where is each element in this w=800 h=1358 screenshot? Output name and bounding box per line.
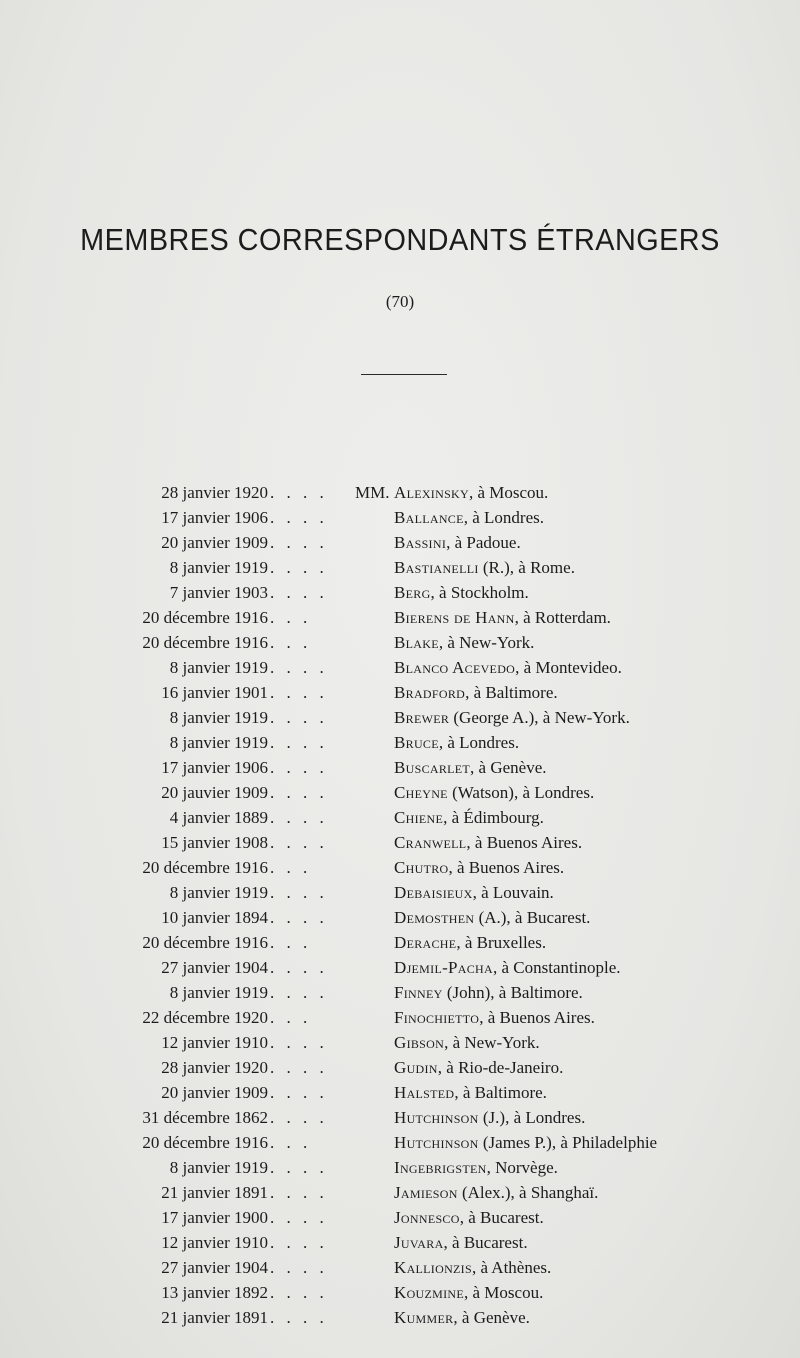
member-location: , à Buenos Aires.: [448, 858, 565, 877]
leader-dots: . . . .: [270, 1033, 328, 1052]
member-name: [394, 705, 630, 730]
entry-date: 8 janvier 1919: [169, 733, 268, 752]
member-name: [394, 1030, 540, 1055]
member-name: [394, 805, 544, 830]
entry-date: 4 janvier 1889: [169, 808, 268, 827]
member-surname: Kouzmine: [394, 1283, 465, 1302]
entry-date: 21 janvier 1891: [161, 1308, 268, 1327]
leader-dots: . . . .: [270, 1108, 328, 1127]
list-item: [0, 1180, 800, 1205]
entry-date: 21 janvier 1891: [161, 1183, 268, 1202]
leader-dots: . . . .: [270, 733, 328, 752]
entry-date: 8 janvier 1919: [169, 658, 268, 677]
list-item: [0, 1155, 800, 1180]
member-name: [394, 630, 534, 655]
member-location: , à Londres.: [438, 733, 520, 752]
member-name: [394, 880, 554, 905]
list-item: [0, 580, 800, 605]
entry-date: 8 janvier 1919: [169, 883, 268, 902]
entry-date: 28 janvier 1920: [161, 1058, 268, 1077]
entry-date: 20 décembre 1916: [142, 608, 268, 627]
member-name: [394, 1230, 528, 1255]
member-surname: Berg: [394, 583, 431, 602]
entry-date: 8 janvier 1919: [169, 983, 268, 1002]
leader-dots: . . .: [270, 933, 312, 952]
member-surname: Buscarlet: [394, 758, 471, 777]
list-item: [0, 1080, 800, 1105]
member-surname: Bassini: [394, 533, 447, 552]
list-item: [0, 505, 800, 530]
member-surname: Gudin: [394, 1058, 438, 1077]
member-name: [394, 1305, 530, 1330]
member-surname: Jamieson: [394, 1183, 458, 1202]
member-name: [394, 1055, 563, 1080]
list-item: [0, 855, 800, 880]
leader-dots: . . . .: [270, 883, 328, 902]
member-location: , à Bucarest.: [459, 1208, 544, 1227]
member-location: , Norvège.: [486, 1158, 558, 1177]
entry-date: 15 janvier 1908: [161, 833, 268, 852]
entry-date: 17 janvier 1906: [161, 508, 268, 527]
member-location: (John), à Baltimore.: [442, 983, 583, 1002]
entry-date: 20 décembre 1916: [142, 1133, 268, 1152]
member-location: , à Montevideo.: [515, 658, 622, 677]
list-item: [0, 1130, 800, 1155]
list-item: [0, 880, 800, 905]
member-location: , à Genève.: [470, 758, 547, 777]
member-name: [394, 780, 594, 805]
list-item: [0, 1305, 800, 1330]
entry-date: 20 décembre 1916: [142, 858, 268, 877]
list-item: [0, 1230, 800, 1255]
member-location: , à Genève.: [453, 1308, 530, 1327]
list-item: [0, 1255, 800, 1280]
member-name: [394, 1155, 558, 1180]
list-item: [0, 905, 800, 930]
list-item: [0, 1205, 800, 1230]
leader-dots: . . . .: [270, 983, 328, 1002]
entry-date: 20 jauvier 1909: [161, 783, 268, 802]
entry-date: 12 janvier 1910: [161, 1233, 268, 1252]
entry-date: 22 décembre 1920: [142, 1008, 268, 1027]
list-item: [0, 1030, 800, 1055]
member-location: , à Buenos Aires.: [479, 1008, 595, 1027]
member-name: [394, 730, 519, 755]
entry-date: 7 janvier 1903: [169, 583, 268, 602]
member-surname: Bradford: [394, 683, 466, 702]
member-name: [394, 955, 620, 980]
member-location: , à Rotterdam.: [514, 608, 611, 627]
entry-date: 20 janvier 1909: [161, 1083, 268, 1102]
member-name: [394, 930, 546, 955]
leader-dots: . . . .: [270, 533, 328, 552]
member-surname: Halsted: [394, 1083, 455, 1102]
member-name: [394, 855, 564, 880]
member-name: [394, 1105, 585, 1130]
leader-dots: . . .: [270, 608, 312, 627]
member-location: (J.), à Londres.: [478, 1108, 586, 1127]
member-location: (A.), à Bucarest.: [474, 908, 591, 927]
entry-date: 8 janvier 1919: [169, 1158, 268, 1177]
leader-dots: . . . .: [270, 483, 328, 502]
entry-date: 8 janvier 1919: [169, 558, 268, 577]
member-location: , à Athènes.: [471, 1258, 552, 1277]
member-location: , à Rio-de-Janeiro.: [437, 1058, 564, 1077]
member-location: , à Baltimore.: [465, 683, 558, 702]
leader-dots: . . . .: [270, 808, 328, 827]
list-item: [0, 705, 800, 730]
member-name: [394, 580, 529, 605]
member-surname: Demosthen: [394, 908, 475, 927]
list-item: [0, 480, 800, 505]
member-name: [394, 1180, 598, 1205]
member-surname: Chiene: [394, 808, 444, 827]
entry-date: 12 janvier 1910: [161, 1033, 268, 1052]
member-surname: Alexinsky: [394, 483, 469, 502]
list-item: [0, 830, 800, 855]
leader-dots: . . . .: [270, 958, 328, 977]
member-location: , à Louvain.: [472, 883, 554, 902]
list-item: [0, 755, 800, 780]
list-item: [0, 605, 800, 630]
member-name: [394, 755, 547, 780]
leader-dots: . . . .: [270, 583, 328, 602]
member-count: (70): [385, 292, 415, 311]
member-location: , à Constantinople.: [493, 958, 621, 977]
member-surname: Brewer: [394, 708, 450, 727]
entry-date: 28 janvier 1920: [161, 483, 268, 502]
list-item: [0, 1005, 800, 1030]
leader-dots: . . . .: [270, 833, 328, 852]
leader-dots: . . . .: [270, 1308, 328, 1327]
member-surname: Kallionzis: [394, 1258, 472, 1277]
leader-dots: . . . .: [270, 908, 328, 927]
member-surname: Ballance: [394, 508, 464, 527]
member-surname: Cheyne: [394, 783, 448, 802]
entry-date: 31 décembre 1862: [142, 1108, 268, 1127]
member-surname: Cranwell: [394, 833, 467, 852]
member-name: [394, 1130, 657, 1155]
entry-date: 27 janvier 1904: [161, 958, 268, 977]
leader-dots: . . . .: [270, 1258, 328, 1277]
page-title: MEMBRES CORRESPONDANTS ÉTRANGERS: [80, 222, 720, 257]
leader-dots: . . . .: [270, 1183, 328, 1202]
leader-dots: . . . .: [270, 683, 328, 702]
entry-date: 13 janvier 1892: [161, 1283, 268, 1302]
list-item: [0, 655, 800, 680]
member-name: [394, 1005, 595, 1030]
member-list: [0, 480, 800, 1330]
entry-date: 17 janvier 1900: [161, 1208, 268, 1227]
member-name: [394, 905, 590, 930]
member-location: , à Buenos Aires.: [466, 833, 583, 852]
leader-dots: . . .: [270, 1133, 312, 1152]
list-item: [0, 955, 800, 980]
member-location: , à Stockholm.: [430, 583, 529, 602]
member-name: [394, 530, 521, 555]
list-item: [0, 680, 800, 705]
leader-dots: . . . .: [270, 1283, 328, 1302]
leader-dots: . . .: [270, 1008, 312, 1027]
member-surname: Chutro: [394, 858, 449, 877]
leader-dots: . . . .: [270, 708, 328, 727]
member-name: [394, 505, 544, 530]
member-surname: Finney: [394, 983, 443, 1002]
member-name: [394, 830, 582, 855]
list-item: [0, 730, 800, 755]
member-surname: Derache: [394, 933, 457, 952]
member-location: , à Édimbourg.: [443, 808, 544, 827]
entry-date: 16 janvier 1901: [161, 683, 268, 702]
entry-date: 20 décembre 1916: [142, 633, 268, 652]
member-surname: Hutchinson: [394, 1108, 479, 1127]
member-surname: Blake: [394, 633, 439, 652]
member-location: , à Bucarest.: [443, 1233, 528, 1252]
member-surname: Ingebrigsten: [394, 1158, 487, 1177]
member-location: (R.), à Rome.: [478, 558, 575, 577]
member-name: [394, 480, 548, 505]
entry-date: 17 janvier 1906: [161, 758, 268, 777]
member-name: [394, 1255, 551, 1280]
entry-date: 8 janvier 1919: [169, 708, 268, 727]
list-item: [0, 1105, 800, 1130]
honorific-prefix: MM.: [355, 483, 390, 502]
member-name: [394, 655, 622, 680]
member-surname: Hutchinson: [394, 1133, 479, 1152]
member-name: [394, 980, 583, 1005]
member-location: , à New-York.: [444, 1033, 540, 1052]
entry-date: 20 janvier 1909: [161, 533, 268, 552]
member-location: (Alex.), à Shanghaï.: [457, 1183, 599, 1202]
member-location: (Watson), à Londres.: [447, 783, 595, 802]
member-location: , à Bruxelles.: [456, 933, 547, 952]
list-item: [0, 930, 800, 955]
member-name: [394, 1280, 543, 1305]
member-surname: Jonnesco: [394, 1208, 460, 1227]
leader-dots: . . . .: [270, 508, 328, 527]
list-item: [0, 630, 800, 655]
leader-dots: . . . .: [270, 1058, 328, 1077]
member-surname: Bruce: [394, 733, 439, 752]
member-surname: Finochietto: [394, 1008, 480, 1027]
member-surname: Kummer: [394, 1308, 454, 1327]
member-surname: Blanco Acevedo: [394, 658, 516, 677]
member-surname: Bierens de Hann: [394, 608, 515, 627]
member-name: [394, 605, 611, 630]
leader-dots: . . . .: [270, 783, 328, 802]
member-location: , à Moscou.: [464, 1283, 544, 1302]
member-surname: Juvara: [394, 1233, 444, 1252]
leader-dots: . . . .: [270, 1208, 328, 1227]
leader-dots: . . . .: [270, 558, 328, 577]
entry-date: 27 janvier 1904: [161, 1258, 268, 1277]
list-item: [0, 1280, 800, 1305]
list-item: [0, 1055, 800, 1080]
list-item: [0, 530, 800, 555]
member-location: (James P.), à Philadelphie: [478, 1133, 658, 1152]
member-location: , à Padoue.: [446, 533, 521, 552]
entry-date: 10 janvier 1894: [161, 908, 268, 927]
member-location: , à Baltimore.: [454, 1083, 547, 1102]
member-surname: Djemil-Pacha: [394, 958, 493, 977]
list-item: [0, 805, 800, 830]
member-location: , à New-York.: [438, 633, 535, 652]
member-surname: Debaisieux: [394, 883, 473, 902]
member-name: [394, 555, 575, 580]
member-name: [394, 680, 558, 705]
list-item: [0, 780, 800, 805]
entry-date: 20 décembre 1916: [142, 933, 268, 952]
list-item: [0, 555, 800, 580]
member-name: [394, 1205, 544, 1230]
member-surname: Gibson: [394, 1033, 445, 1052]
leader-dots: . . . .: [270, 1233, 328, 1252]
list-item: [0, 980, 800, 1005]
member-name: [394, 1080, 547, 1105]
member-location: , à Londres.: [463, 508, 544, 527]
leader-dots: . . . .: [270, 658, 328, 677]
leader-dots: . . . .: [270, 1083, 328, 1102]
leader-dots: . . . .: [270, 758, 328, 777]
leader-dots: . . . .: [270, 1158, 328, 1177]
member-location: (George A.), à New-York.: [449, 708, 630, 727]
member-surname: Bastianelli: [394, 558, 479, 577]
leader-dots: . . .: [270, 858, 312, 877]
leader-dots: . . .: [270, 633, 312, 652]
divider-rule: [361, 374, 447, 375]
member-location: , à Moscou.: [468, 483, 549, 502]
